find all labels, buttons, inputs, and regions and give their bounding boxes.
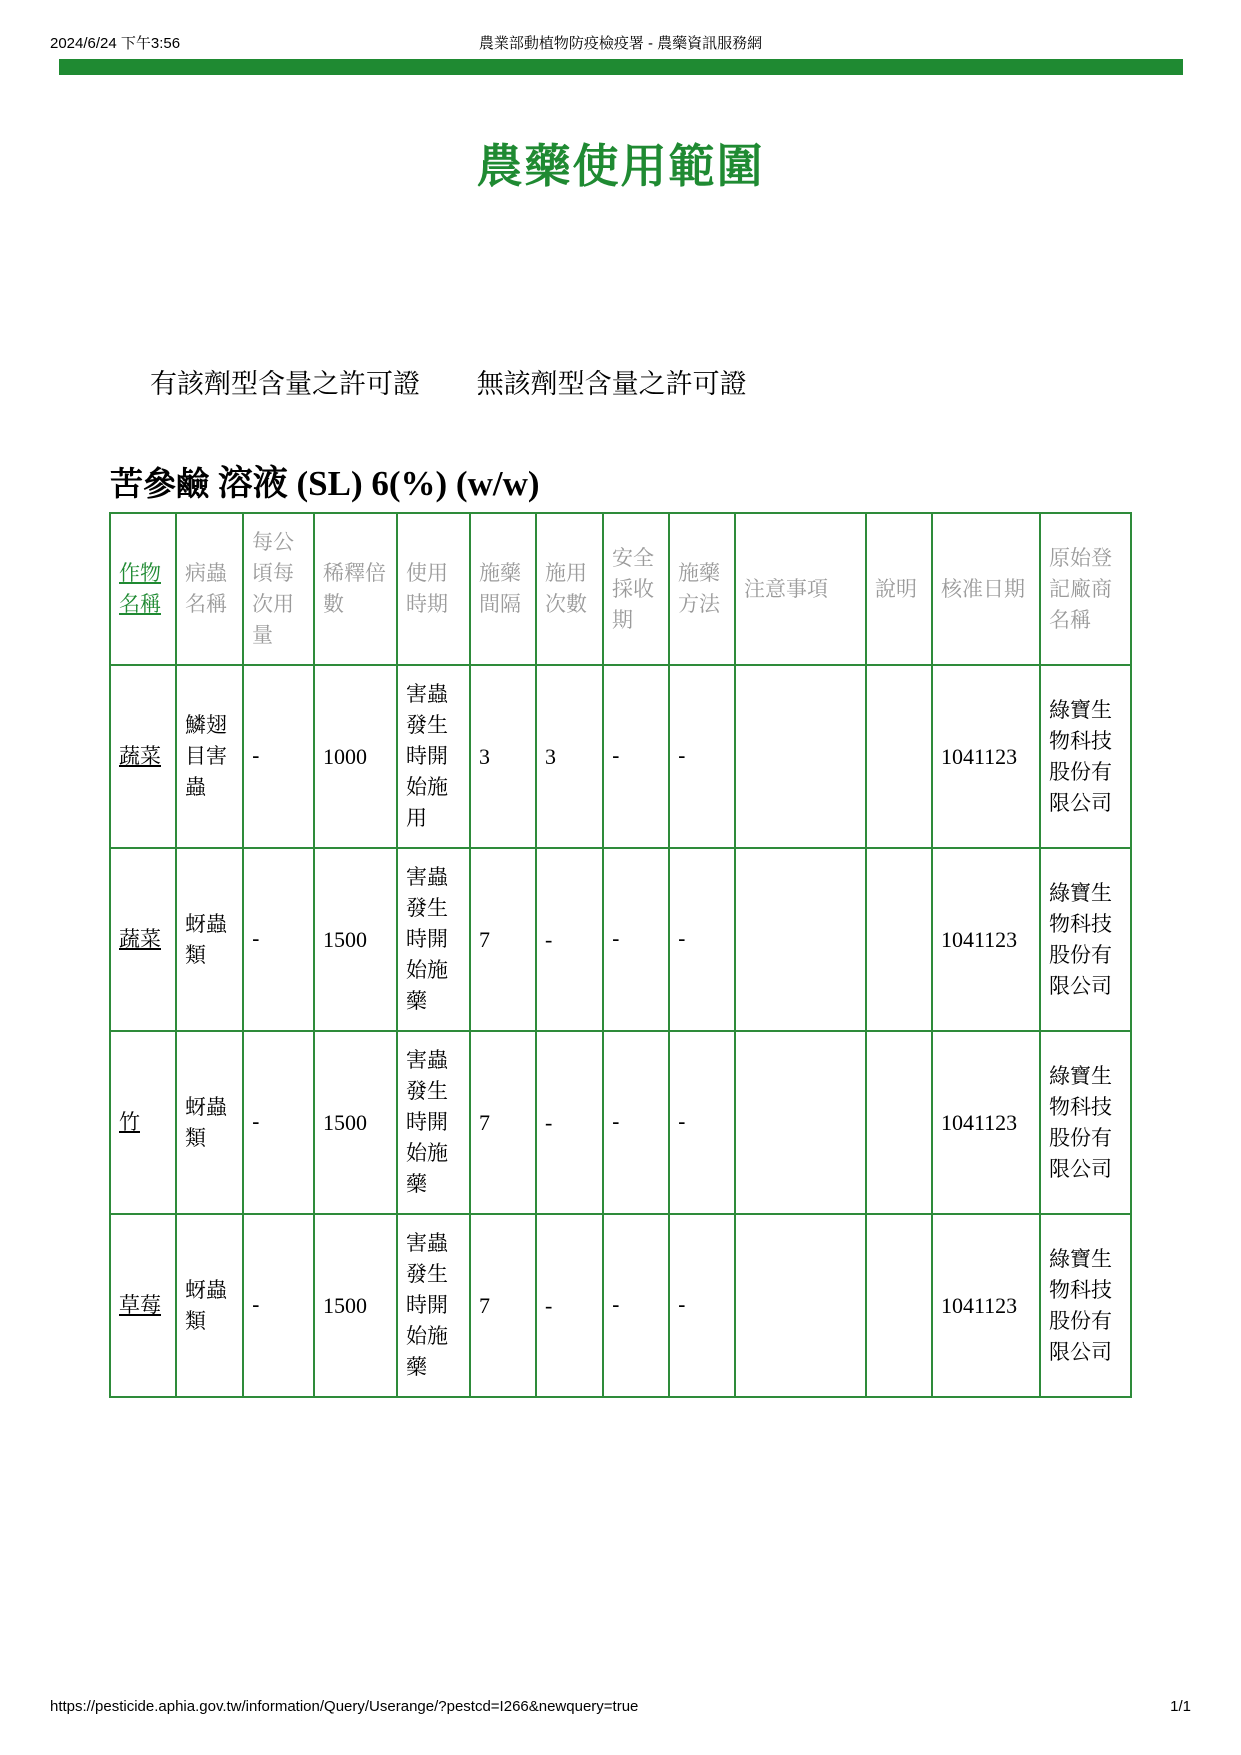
table-header-row [110, 513, 1131, 665]
print-site-title: 農業部動植物防疫檢疫署 - 農藥資訊服務網 [478, 35, 763, 52]
cell-interval: 3 [470, 665, 536, 848]
header-application-interval: 施藥間隔 [470, 513, 536, 665]
cell-registrant: 綠寶生物科技股份有限公司 [1040, 1031, 1131, 1214]
cell-approval-date: 1041123 [932, 848, 1040, 1031]
cell-method: - [669, 1214, 735, 1397]
print-url: https://pesticide.aphia.gov.tw/information/Query/Userange/?pestcd=I266&newquery=true [50, 1698, 639, 1715]
print-page-number: 1/1 [1170, 1698, 1191, 1715]
header-registrant-name: 原始登記廠商名稱 [1040, 513, 1131, 665]
cell-dosage: - [243, 848, 314, 1031]
cell-notes [866, 665, 932, 848]
cell-count: - [536, 848, 603, 1031]
header-dosage-per-hectare: 每公頃每次用量 [243, 513, 314, 665]
header-application-method: 施藥方法 [669, 513, 735, 665]
cell-pest: 鱗翅目害蟲 [176, 665, 243, 848]
header-safe-harvest-period: 安全採收期 [603, 513, 669, 665]
usage-scope-table [109, 512, 1132, 1398]
product-name: 苦參鹼 [110, 464, 209, 503]
cell-pest: 蚜蟲類 [176, 848, 243, 1031]
header-precautions: 注意事項 [735, 513, 866, 665]
cell-dosage: - [243, 665, 314, 848]
cell-notes [866, 848, 932, 1031]
cell-precautions [735, 665, 866, 848]
cell-registrant: 綠寶生物科技股份有限公司 [1040, 665, 1131, 848]
cell-count: 3 [536, 665, 603, 848]
cell-dosage: - [243, 1031, 314, 1214]
table-row [110, 848, 1131, 1031]
cell-period: 害蟲發生時開始施藥 [397, 848, 470, 1031]
cell-crop-link[interactable]: 草莓 [110, 1214, 176, 1397]
cell-period: 害蟲發生時開始施藥 [397, 1031, 470, 1214]
print-header [50, 32, 1191, 52]
header-application-period: 使用時期 [397, 513, 470, 665]
cell-pest: 蚜蟲類 [176, 1214, 243, 1397]
header-application-count: 施用次數 [536, 513, 603, 665]
cell-precautions [735, 1214, 866, 1397]
cell-pest: 蚜蟲類 [176, 1031, 243, 1214]
without-license-link[interactable]: 無該劑型含量之許可證 [476, 369, 747, 400]
cell-dilution: 1500 [314, 848, 397, 1031]
cell-interval: 7 [470, 1031, 536, 1214]
cell-safe-harvest: - [603, 1214, 669, 1397]
cell-notes [866, 1031, 932, 1214]
cell-precautions [735, 848, 866, 1031]
cell-method: - [669, 848, 735, 1031]
cell-count: - [536, 1214, 603, 1397]
print-datetime: 2024/6/24 下午3:56 [50, 35, 181, 52]
header-dilution-ratio: 稀釋倍數 [314, 513, 397, 665]
page-title: 農藥使用範圍 [476, 139, 765, 193]
product-formulation: 溶液 (SL) 6(%) (w/w) [217, 464, 540, 503]
cell-period: 害蟲發生時開始施藥 [397, 1214, 470, 1397]
cell-method: - [669, 665, 735, 848]
table-row [110, 665, 1131, 848]
cell-crop-link[interactable]: 蔬菜 [110, 665, 176, 848]
header-crop-name[interactable]: 作物名稱 [110, 513, 176, 665]
cell-registrant: 綠寶生物科技股份有限公司 [1040, 1214, 1131, 1397]
header-green-bar [59, 59, 1183, 75]
with-license-link[interactable]: 有該劑型含量之許可證 [150, 369, 420, 400]
cell-safe-harvest: - [603, 665, 669, 848]
cell-crop-link[interactable]: 竹 [110, 1031, 176, 1214]
cell-registrant: 綠寶生物科技股份有限公司 [1040, 848, 1131, 1031]
table-row [110, 1214, 1131, 1397]
product-title [110, 456, 540, 506]
cell-approval-date: 1041123 [932, 1031, 1040, 1214]
cell-approval-date: 1041123 [932, 665, 1040, 848]
cell-safe-harvest: - [603, 848, 669, 1031]
cell-count: - [536, 1031, 603, 1214]
cell-dilution: 1500 [314, 1031, 397, 1214]
license-filter-links [150, 362, 795, 401]
header-notes: 說明 [866, 513, 932, 665]
cell-interval: 7 [470, 1214, 536, 1397]
cell-precautions [735, 1031, 866, 1214]
cell-safe-harvest: - [603, 1031, 669, 1214]
header-approval-date: 核准日期 [932, 513, 1040, 665]
cell-approval-date: 1041123 [932, 1214, 1040, 1397]
cell-method: - [669, 1031, 735, 1214]
table-row [110, 1031, 1131, 1214]
header-pest-name: 病蟲名稱 [176, 513, 243, 665]
cell-crop-link[interactable]: 蔬菜 [110, 848, 176, 1031]
cell-dosage: - [243, 1214, 314, 1397]
cell-notes [866, 1214, 932, 1397]
cell-dilution: 1000 [314, 665, 397, 848]
cell-period: 害蟲發生時開始施用 [397, 665, 470, 848]
print-footer [50, 1698, 1191, 1715]
cell-interval: 7 [470, 848, 536, 1031]
cell-dilution: 1500 [314, 1214, 397, 1397]
